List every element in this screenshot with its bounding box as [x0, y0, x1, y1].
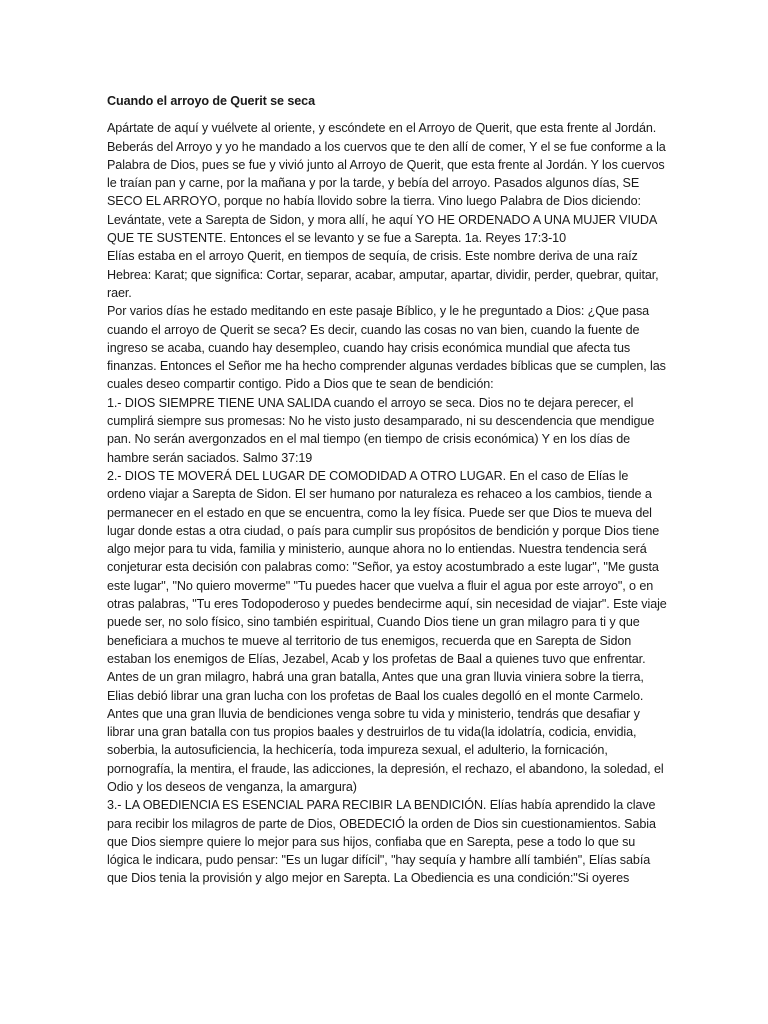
document-body	[107, 92, 667, 888]
document-title: Cuando el arroyo de Querit se seca	[107, 94, 315, 108]
paragraph-querit-meaning: Elías estaba en el arroyo Querit, en tiempos de sequía, de crisis. Este nombre deriva de una raíz Hebrea: Karat; que significa: Cortar, separar, acabar, amputar, apartar, dividir, perder, quebrar, quitar, raer.	[107, 249, 659, 300]
paragraph-verse: Apártate de aquí y vuélvete al oriente, y escóndete en el Arroyo de Querit, que esta frente al Jordán.	[107, 121, 657, 136]
paragraph-meditation: Por varios días he estado meditando en este pasaje Bíblico, y le he preguntado a Dios: ¿Que pasa cuando el arroyo de Querit se seca? Es decir, cuando las cosas no van bien, cuando la fuente de ingreso se acaba, cuando hay desempleo, cuando hay crisis económica mundial que afecta tus finanzas. Entonces el Señor me ha hecho comprender algunas verdades bíblicas que se cumplen, las cuales deseo compartir contigo. Pido a Dios que te sean de bendición:	[107, 304, 666, 392]
paragraph-point-1: 1.- DIOS SIEMPRE TIENE UNA SALIDA cuando el arroyo se seca. Dios no te dejara perecer, el cumplirá siempre sus promesas: No he visto justo desamparado, ni su descendencia que mendigue pan. No serán avergonzados en el mal tiempo (en tiempo de crisis económica) Y en los días de hambre serán saciados. Salmo 37:19	[107, 395, 655, 465]
paragraph-point-2: 2.- DIOS TE MOVERÁ DEL LUGAR DE COMODIDAD A OTRO LUGAR. En el caso de Elías le ordeno viajar a Sarepta de Sidon. El ser humano por naturaleza es rehaceo a los cambios, tiende a permanecer en el estado en que se encuentra, como la ley física. Puede ser que Dios te mueva del lugar donde estas a otra ciudad, o país para cumplir sus propósitos de bendición y porque Dios tiene algo mejor para tu vida, familia y ministerio, aunque ahora no lo entiendas. Nuestra tendencia será conjeturar esta decisión con palabras como: "Señor, ya estoy acostumbrado a este lugar", "Me gusta este lugar", "No quiero moverme" "Tu puedes hacer que vuelva a fluir el agua por este arroyo", o en otras palabras, "Tu eres Todopoderoso y puedes bendecirme aquí, sin necesidad de viajar". Este viaje puede ser, no solo físico, sino también espiritual, Cuando Dios tiene un gran milagro para ti y que beneficiara a muchos te mueve al territorio de tus enemigos, recuerda que en Sarepta de Sidon estaban los enemigos de Elías, Jezabel, Acab y los profetas de Baal a quienes tuvo que enfrentar. Antes de un gran milagro, habrá una gran batalla, Antes que una gran lluvia viniera sobre la tierra, Elias debió librar una gran lucha con los profetas de Baal los cuales degolló en el monte Carmelo. Antes que una gran lluvia de bendiciones venga sobre tu vida y ministerio, tendrás que desafiar y librar una gran batalla con tus propios baales y destruirlos de tu vida(la idolatría, codicia, envidia, soberbia, la autosuficiencia, la hechicería, toda impureza sexual, el adulterio, la fornicación, pornografía, la mentira, el fraude, las adicciones, la depresión, el rechazo, el abandono, la soledad, el Odio y los deseos de venganza, la amargura)	[107, 468, 667, 794]
paragraph-story: Beberás del Arroyo y yo he mandado a los cuervos que te den allí de comer, Y el se fue conforme a la Palabra de Dios, pues se fue y vivió junto al Arroyo de Querit, que esta frente al Jordán. Y los cuervos le traían pan y carne, por la mañana y por la tarde, y bebía del arroyo. Pasados algunos días, SE SECO EL ARROYO, porque no había llovido sobre la tierra. Vino luego Palabra de Dios diciendo: Levántate, vete a Sarepta de Sidon, y mora allí, he aquí YO HE ORDENADO A UNA MUJER VIUDA QUE TE SUSTENTE. Entonces el se levanto y se fue a Sarepta. 1a. Reyes 17:3-10	[107, 139, 666, 246]
paragraph-point-3: 3.- LA OBEDIENCIA ES ESENCIAL PARA RECIBIR LA BENDICIÓN. Elías había aprendido la clave para recibir los milagros de parte de Dios, OBEDECIÓ la orden de Dios sin cuestionamientos. Sabia que Dios siempre quiere lo mejor para sus hijos, confiaba que en Sarepta, pese a todo lo que su lógica le indicara, pudo pensar: "Es un lugar difícil", "hay sequía y hambre allí también", Elías sabía que Dios tenia la provisión y algo mejor en Sarepta. La Obediencia es una condición:"Si oyeres	[107, 798, 656, 886]
